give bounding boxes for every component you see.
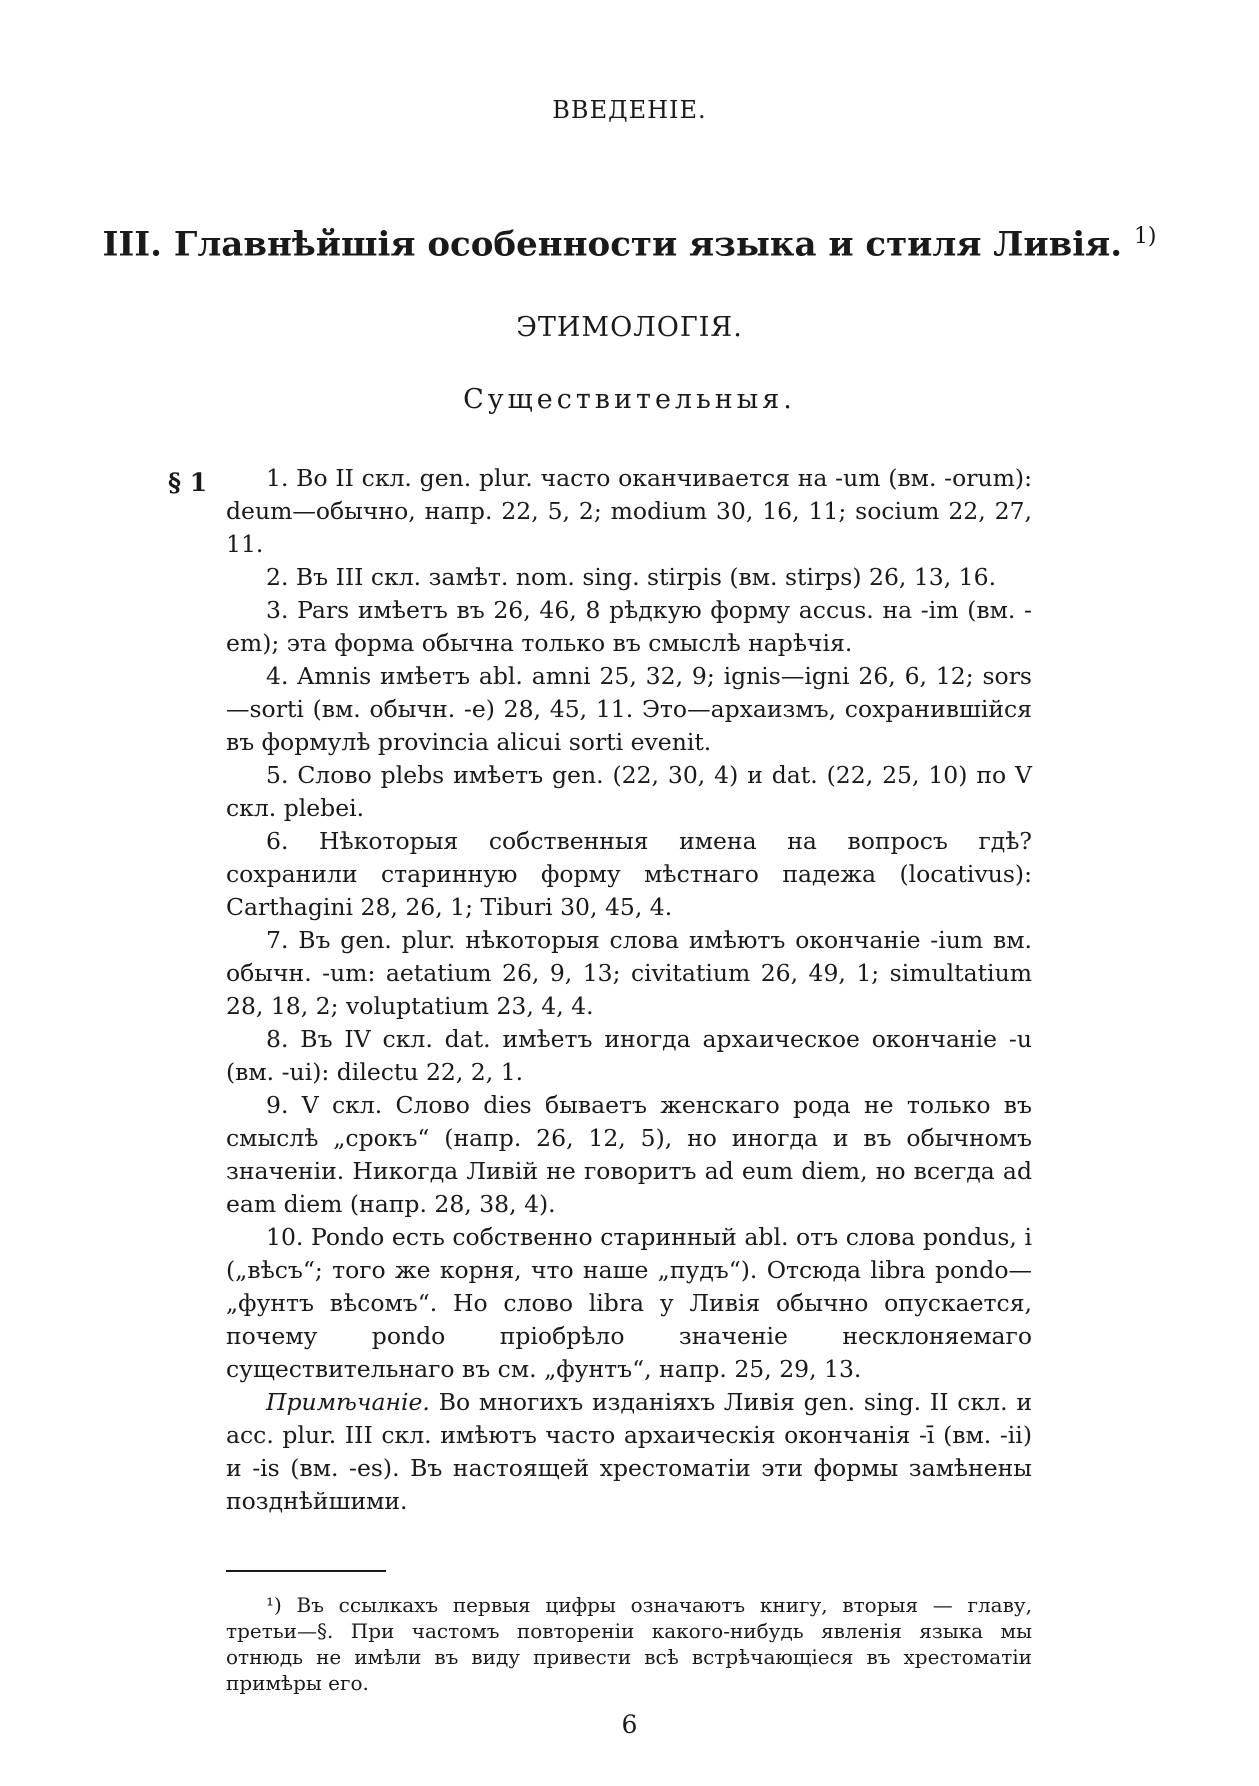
- chapter-footnote-ref: 1): [1133, 224, 1157, 249]
- page-number: 6: [621, 1710, 638, 1739]
- rule-paragraph-5: 5. Слово plebs имѣетъ gen. (22, 30, 4) и dat. (22, 25, 10) по V скл. plebei.: [226, 761, 1032, 822]
- rule-paragraph-2: 2. Въ III скл. замѣт. nom. sing. stirpis (вм. stirps) 26, 13, 16.: [266, 563, 997, 591]
- body-text: [226, 462, 1032, 1518]
- rule-paragraph-3: 3. Pars имѣетъ въ 26, 46, 8 рѣдкую форму accus. на -im (вм. -em); эта форма обычна только въ смыслѣ нарѣчія.: [226, 596, 1032, 657]
- rule-paragraph-7: 7. Въ gen. plur. нѣкоторыя слова имѣютъ окончаніе -ium вм. обычн. -um: aetatium 26, 9, 13; civitatium 26, 49, 1; simultatium 28, 18, 2; voluptatium 23, 4, 4.: [226, 926, 1032, 1020]
- subsection-title: Существительныя.: [463, 384, 796, 415]
- rule-paragraph-6: 6. Нѣкоторыя собственныя имена на вопросъ гдѣ? сохранили старинную форму мѣстнаго падежа (locativus): Carthagini 28, 26, 1; Tiburi 30, 45, 4.: [226, 827, 1032, 921]
- rule-paragraph-10: 10. Pondo есть собственно старинный abl. отъ слова pondus, i („вѣсъ“; того же корня, что наше „пудъ“). Отсюда libra pondo—„фунтъ вѣсомъ“. Но слово libra у Ливія обычно опускается, почему pondo пріобрѣло значеніе несклоняемаго существительнаго въ см. „фунтъ“, напр. 25, 29, 13.: [226, 1223, 1032, 1383]
- chapter-title-text: III. Главнѣйшія особенности языка и стиля Ливія.: [102, 224, 1123, 265]
- rule-paragraph-1: 1. Во II скл. gen. plur. часто оканчивается на -um (вм. -orum): deum—обычно, напр. 22, 5, 2; modium 30, 16, 11; socium 22, 27, 11.: [226, 464, 1032, 558]
- rule-paragraph-9: 9. V скл. Слово dies бываетъ женскаго рода не только въ смыслѣ „срокъ“ (напр. 26, 12, 5), но иногда и въ обычномъ значеніи. Никогда Ливій не говоритъ ad eum diem, но всегда ad eam diem (напр. 28, 38, 4).: [226, 1091, 1032, 1218]
- section-title: ЭТИМОЛОГІЯ.: [516, 312, 743, 343]
- note-label: Примѣчаніе.: [266, 1388, 430, 1416]
- rule-paragraph-8: 8. Въ IV скл. dat. имѣетъ иногда архаическое окончаніе -u (вм. -ui): dilectu 22, 2, 1.: [226, 1025, 1032, 1086]
- note-text: Во многихъ изданіяхъ Ливія gen. sing. II скл. и acc. plur. III скл. имѣютъ часто архаическія окончанія -ī (вм. -ii) и -is (вм. -es). Въ настоящей хрестоматіи эти формы замѣнены позднѣйшими.: [226, 1388, 1032, 1515]
- rule-paragraph-4: 4. Amnis имѣетъ abl. amni 25, 32, 9; ignis—igni 26, 6, 12; sors—sorti (вм. обычн. -e) 28, 45, 11. Это—архаизмъ, сохранившійся въ формулѣ provincia alicui sorti evenit.: [226, 662, 1032, 756]
- footnote-text: ¹) Въ ссылкахъ первыя цифры означаютъ книгу, вторыя — главу, третьи—§. При частомъ повтореніи какого-нибудь явленія языка мы отнюдь не имѣли въ виду привести всѣ встрѣчающіеся въ хрестоматіи примѣры его.: [226, 1593, 1032, 1695]
- footnote-rule: [226, 1570, 386, 1572]
- chapter-title: [0, 224, 1259, 264]
- note-paragraph: [226, 1386, 1032, 1518]
- footnote: [226, 1592, 1032, 1696]
- paragraph-mark: § 1: [168, 468, 208, 497]
- running-head: ВВЕДЕНІЕ.: [552, 96, 707, 124]
